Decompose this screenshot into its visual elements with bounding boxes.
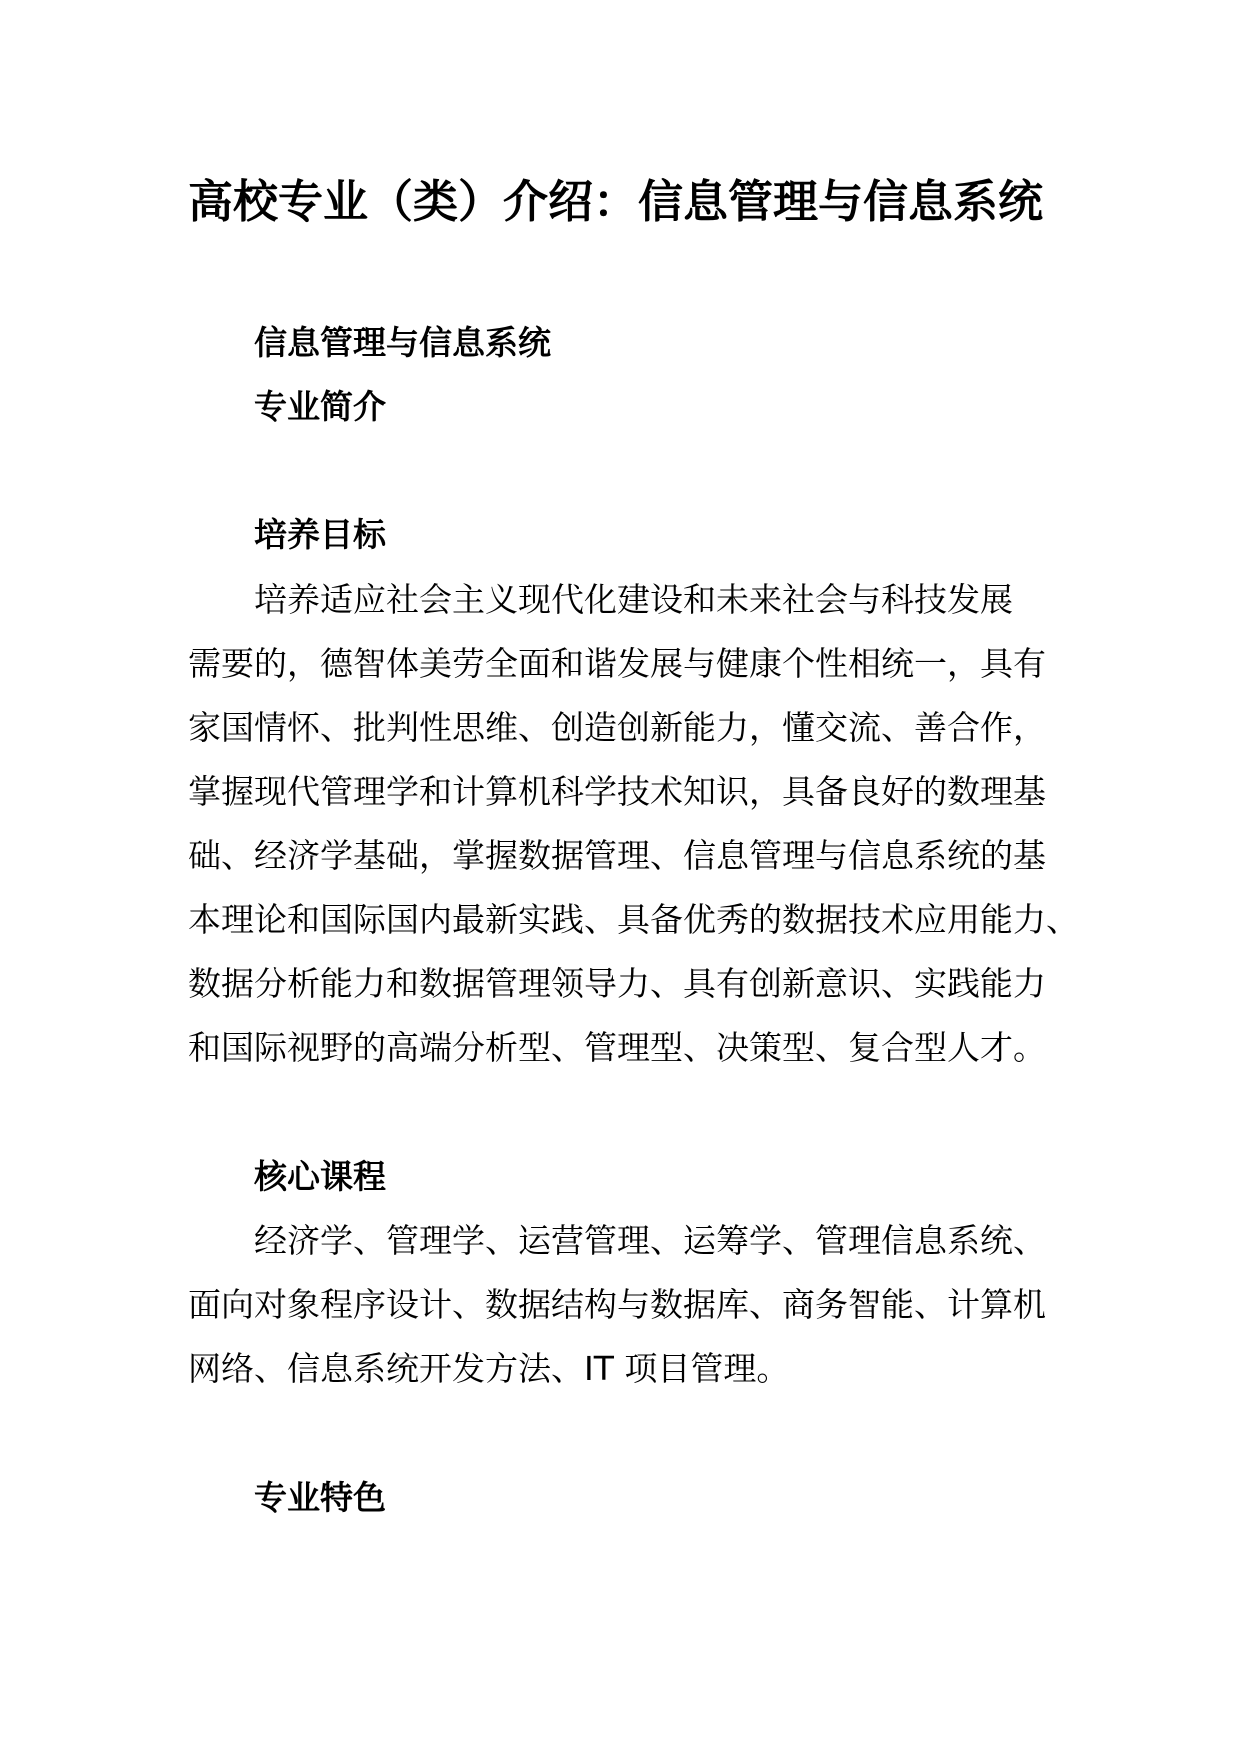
- major-name-heading: 信息管理与信息系统: [254, 323, 551, 362]
- courses-paragraph-line: 经济学、管理学、运营管理、运筹学、管理信息系统、: [254, 1221, 1046, 1260]
- goals-paragraph-line: 础、经济学基础，掌握数据管理、信息管理与信息系统的基: [188, 836, 1046, 875]
- goals-paragraph-line: 本理论和国际国内最新实践、具备优秀的数据技术应用能力、: [188, 900, 1079, 939]
- goals-paragraph-line: 掌握现代管理学和计算机科学技术知识，具备良好的数理基: [188, 772, 1046, 811]
- goals-paragraph-line: 和国际视野的高端分析型、管理型、决策型、复合型人才。: [188, 1028, 1046, 1067]
- goals-paragraph-line: 需要的，德智体美劳全面和谐发展与健康个性相统一，具有: [188, 644, 1046, 683]
- courses-paragraph-line: 网络、信息系统开发方法、IT 项目管理。: [188, 1349, 790, 1388]
- document-title: 高校专业（类）介绍：信息管理与信息系统: [188, 175, 1044, 228]
- goals-heading: 培养目标: [254, 515, 386, 554]
- features-heading: 专业特色: [254, 1478, 386, 1517]
- goals-paragraph-line: 数据分析能力和数据管理领导力、具有创新意识、实践能力: [188, 964, 1046, 1003]
- courses-heading: 核心课程: [254, 1157, 386, 1196]
- intro-heading: 专业简介: [254, 387, 386, 426]
- goals-paragraph-line: 培养适应社会主义现代化建设和未来社会与科技发展: [254, 580, 1013, 619]
- goals-paragraph-line: 家国情怀、批判性思维、创造创新能力，懂交流、善合作，: [188, 708, 1046, 747]
- courses-paragraph-line: 面向对象程序设计、数据结构与数据库、商务智能、计算机: [188, 1285, 1046, 1324]
